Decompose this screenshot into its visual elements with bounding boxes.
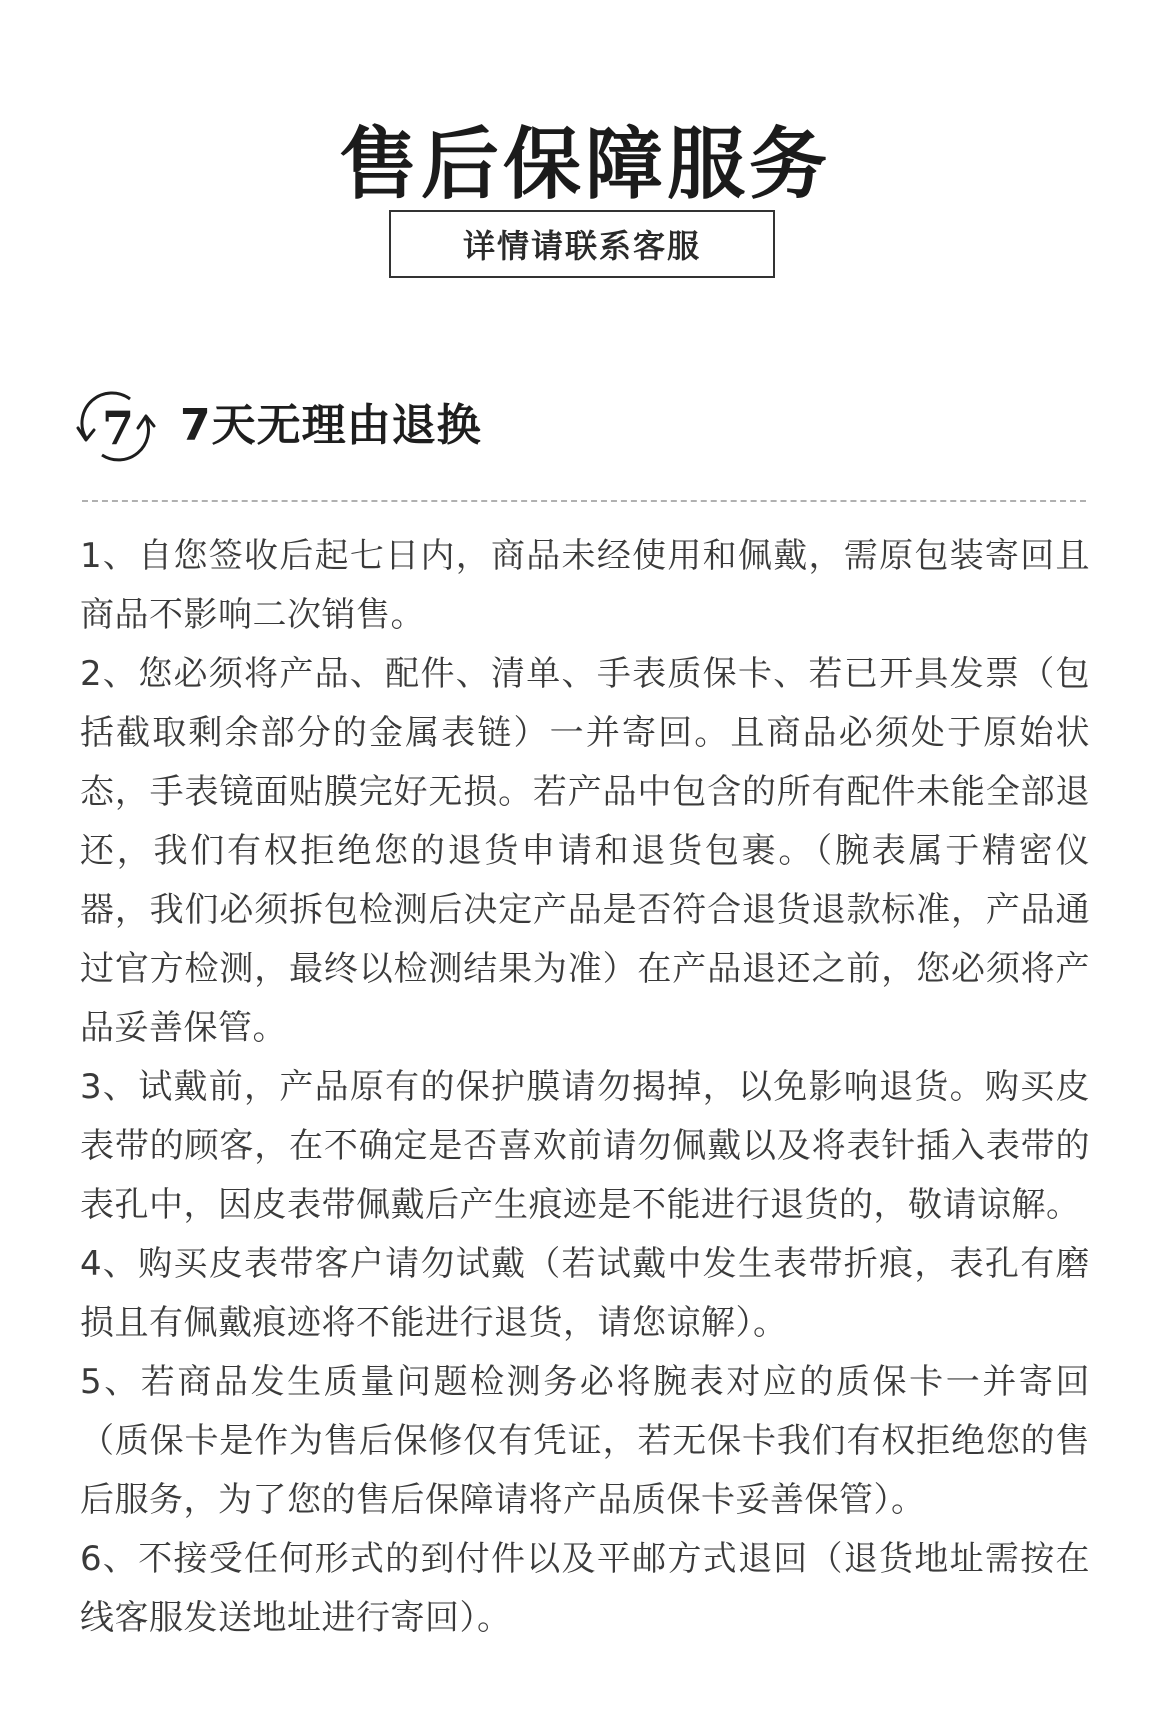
rule-item-6: 6、不接受任何形式的到付件以及平邮方式退回（退货地址需按在线客服发送地址进行寄回）。 bbox=[80, 1539, 1090, 1638]
rule-item-3: 3、试戴前，产品原有的保护膜请勿揭掉，以免影响退货。购买皮表带的顾客，在不确定是否喜欢前请勿佩戴以及将表针插入表带的表孔中，因皮表带佩戴后产生痕迹是不能进行退货的，敬请谅解。 bbox=[80, 1067, 1090, 1225]
rule-item-4: 4、购买皮表带客户请勿试戴（若试戴中发生表带折痕，表孔有磨损且有佩戴痕迹将不能进行退货，请您谅解）。 bbox=[80, 1244, 1090, 1343]
section-header bbox=[72, 390, 482, 462]
section-title: 7天无理由退换 bbox=[180, 400, 482, 451]
rule-item-1: 1、自您签收后起七日内，商品未经使用和佩戴，需原包装寄回且商品不影响二次销售。 bbox=[80, 536, 1090, 635]
contact-customer-service-button[interactable]: 详情请联系客服 bbox=[389, 210, 775, 278]
rule-item-2: 2、您必须将产品、配件、清单、手表质保卡、若已开具发票（包括截取剩余部分的金属表链）一并寄回。且商品必须处于原始状态，手表镜面贴膜完好无损。若产品中包含的所有配件未能全部退还，我们有权拒绝您的退货申请和退货包裹。（腕表属于精密仪器，我们必须拆包检测后决定产品是否符合退货退款标准，产品通过官方检测，最终以检测结果为准）在产品退还之前，您必须将产品妥善保管。 bbox=[80, 654, 1090, 1048]
dashed-divider bbox=[82, 500, 1086, 502]
rules-list bbox=[80, 527, 1090, 1648]
rule-item-5: 5、若商品发生质量问题检测务必将腕表对应的质保卡一并寄回（质保卡是作为售后保修仅有凭证，若无保卡我们有权拒绝您的售后服务，为了您的售后保障请将产品质保卡妥善保管）。 bbox=[80, 1362, 1090, 1520]
icon-number: 7 bbox=[101, 401, 135, 455]
page-title: 售后保障服务 bbox=[338, 119, 831, 211]
seven-day-return-icon bbox=[72, 390, 168, 462]
